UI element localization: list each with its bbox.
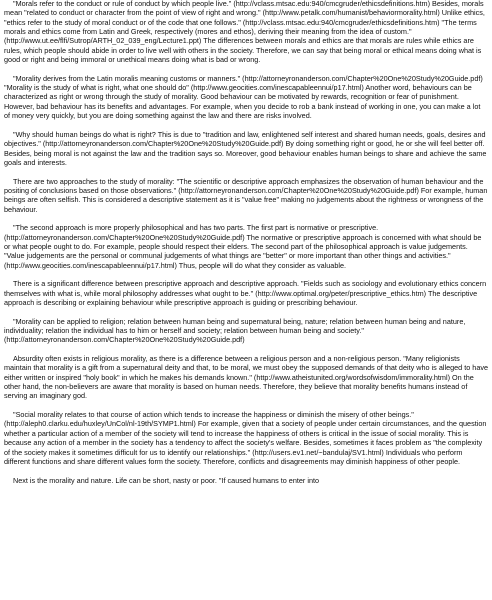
paragraph-two-approaches: There are two approaches to the study of morality: "The scientific or descriptive approach emphasizes the observation of human behaviour and the positing of conclusions based on those observations." (http://attorneyronanderson.com/Chapter%20One%20Study%20Guide.pdf) For example, human beings are often selfish. This is considered a descriptive statement as it is "value free" making no judgements about the rightness or wrongness of the behaviour. bbox=[4, 176, 488, 214]
paragraph-prescriptive-vs-descriptive: There is a significant difference between prescriptive approach and descriptive approach. "Fields such as sociology and evolutionary ethics concern themselves with what is, while moral philosophy addresses what ought to be." (http://www.optimal.org/peter/prescriptive_ethics.htm) The descriptive approach is describing or explaining behaviour while prescriptive approach is guiding or prescribing behaviour. bbox=[4, 279, 487, 307]
paragraph-morality-and-nature: Next is the morality and nature. Life can be short, nasty or poor. "If caused humans to enter into bbox=[13, 475, 320, 485]
paragraph-morality-derivation: "Morality derives from the Latin moralis meaning customs or manners." (http://attorneyronanderson.com/Chapter%20One%20Study%20Guide.pdf) "Morality is the study of what is right, what one should do" (http://www.geocities.com/inescapableennui/p17.html) Another word, behaviours can be characterized as right or wrong through the study of morality. Good behaviour can be motivated by rewards, recognition or fear of punishment. However, bad behaviour has its benefits and advantages. For example, when you decide to rob a bank instead of working in one, you can make a lot of money very quickly, but you are doing something against the law and there are risks involved. bbox=[4, 73, 483, 121]
paragraph-morals-definition: "Morals refer to the conduct or rule of conduct by which people live." (http://vclass.mtsac.edu:940/cmcgruder/ethicsdefinitions.htm) Besides, morals mean "related to conduct or character from the point of view of right and wrong." (http://www.petalk.com/humanist/behaviormorality.html) Unlike ethics, "ethics refer to the study of moral conduct or of the code that one follows." (http://vclass.mtsac.edu:940/cmcgruder/ethicsdefinitions.htm) "The terms morals and ethics come from Latin and Greek, respectively (mores and ethos), deriving their meaning from the idea of custom." (http://www.ut.ee/flfi/Sutrop/ARTH_02_039_eng/Lecture1.ppt) The differences between morals and ethics are that morals are rules while ethics are rules, which people should abide in order to live well with others in the society. Therefore, we can say that being moral or ethical means doing what is good or right and being immoral or unethical means doing what is bad or wrong. bbox=[4, 0, 485, 65]
paragraph-morality-applications: "Morality can be applied to religion; relation between human being and supernatural being, nature; relation between human being and nature, individuality; relation the individual has to him or herself and society; relation between human being and society." (http://attorneyronanderson.com/Chapter%20One%20Study%20Guide.pdf) bbox=[4, 316, 466, 345]
paragraph-religious-morality: Absurdity often exists in religious morality, as there is a difference between a religious person and a non-religious person. "Many religionists maintain that morality is a gift from a supernatural deity and that, to be moral, we must obey the supposed demands of that deity who is alleged to have either written or inspired "holy book" in which he makes his demands known." (http://www.atheistunited.org/wordsofwisdom/immorality.html) On the other hand, the non-believers are aware that morality is based on human needs. Therefore, they believe that morality benefits humans instead of serving an imaginary god. bbox=[4, 354, 489, 401]
paragraph-social-morality: "Social morality relates to that course of action which tends to increase the happiness or diminish the misery of other beings." (http://aleph0.clarku.edu/huxley/UnCol/nl-19th/SYMP1.html) For example, given that a society of people under certain circumstances, and the question whether a particular action of a member of the society will tend to increase the happiness of others is critical in the issue of social morality. This is because any action of a member in the society has a tendency to affect the society's welfare. Besides, sometimes it faces problem as "the complexity of the society makes it sometimes difficult for us to identify our relationships." (http://users.ev1.net/~bandulaj/SV1.html) Individuals who perform different functions and share different values form the society. Therefore, conflicts and disagreements may diminish happiness of other people. bbox=[4, 410, 487, 466]
paragraph-why-do-right: "Why should human beings do what is right? This is due to "tradition and law, enlightened self interest and shared human needs, goals, desires and objectives." (http://attorneyronanderson.com/Chapter%20One%20Study%20Guide.pdf) By doing something right or good, he or she will feel better off. Besides, being moral is not against the law and the tradition says so. Moreover, good behaviour enables human beings to share and achieve the same goals and interests. bbox=[4, 129, 487, 167]
paragraph-second-approach: "The second approach is more properly philosophical and has two parts. The first part is normative or prescriptive. (http://attorneyronanderson.com/Chapter%20One%20Study%20Guide.pdf) The normative or prescriptive approach is concerned with what should be or what people ought to do. For example, people should respect their elders. The second part of the philosophical approach is value judgements. "Value judgements are the personal or communal judgements of what things are "better" or more important than other things and activities." (http://www.geocities.com/inescapableennui/p17.html) Thus, people will do what they consider as valuable. bbox=[4, 223, 482, 270]
